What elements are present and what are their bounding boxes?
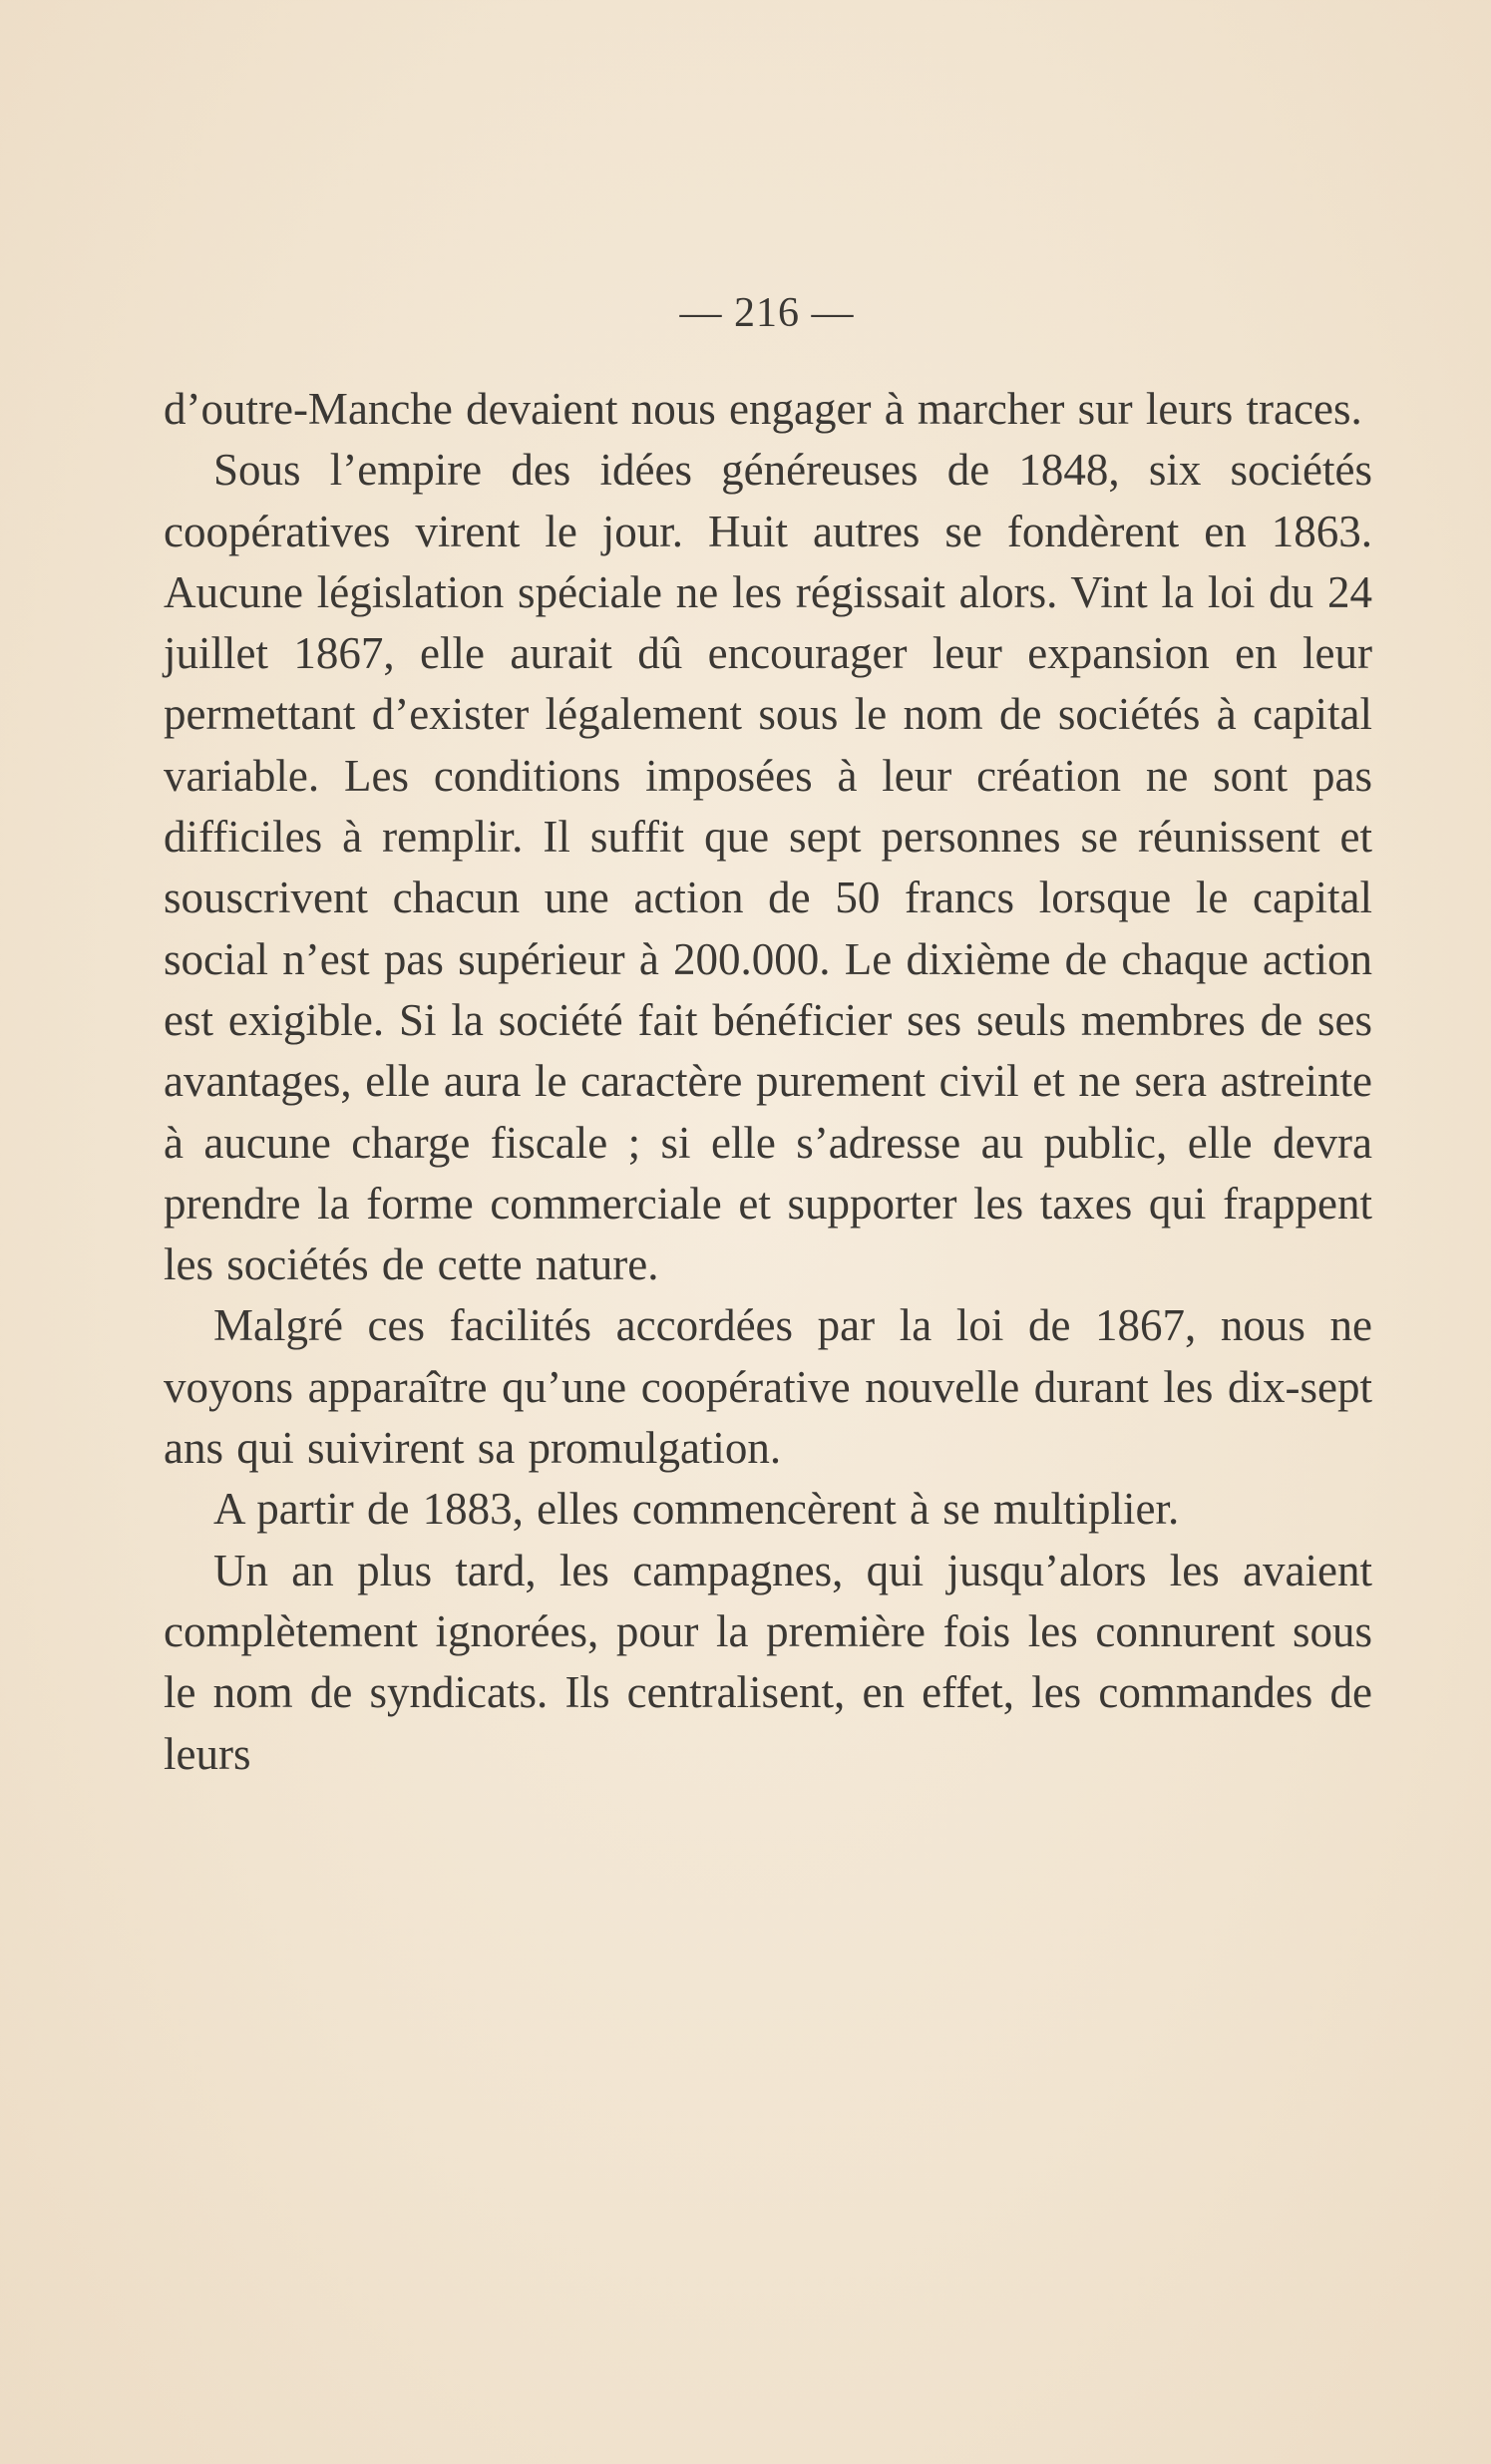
paragraph-facilities: Malgré ces facilités accordées par la loi de 1867, nous ne voyons apparaître qu’une coopérative nouvelle durant les dix-sept ans qui suivirent sa promulgation.: [164, 1300, 1372, 1474]
paragraph-cooperative-history: Sous l’empire des idées généreuses de 1848, six sociétés coopératives virent le jour. Huit autres se fondèrent en 1863. Aucune législation spéciale ne les régissait alors. Vint la loi du 24 juillet 1867, elle aurait dû encourager leur expansion en leur permettant d’exister légalement sous le nom de sociétés à capital variable. Les conditions imposées à leur création ne sont pas difficiles à remplir. Il suffit que sept personnes se réunissent et souscrivent chacun une action de 50 francs lorsque le capital social n’est pas supérieur à 200.000. Le dixième de chaque action est exigible. Si la société fait bénéficier ses seuls membres de ses avantages, elle aura le caractère purement civil et ne sera astreinte à aucune charge fiscale ; si elle s’adresse au public, elle devra prendre la forme commerciale et supporter les taxes qui frappent les sociétés de cette nature.: [164, 445, 1372, 1290]
body-text: [164, 379, 1372, 1785]
paragraph-syndicats: Un an plus tard, les campagnes, qui jusqu’alors les avaient complètement ignorées, pour la première fois les connurent sous le nom de syndicats. Ils centralisent, en effet, les commandes de leurs: [164, 1545, 1372, 1779]
paragraph-1883: A partir de 1883, elles commencèrent à se multiplier.: [213, 1484, 1180, 1535]
paragraph-continuation: d’outre-Manche devaient nous engager à marcher sur leurs traces.: [164, 384, 1362, 434]
page-number: — 216 —: [679, 290, 855, 336]
